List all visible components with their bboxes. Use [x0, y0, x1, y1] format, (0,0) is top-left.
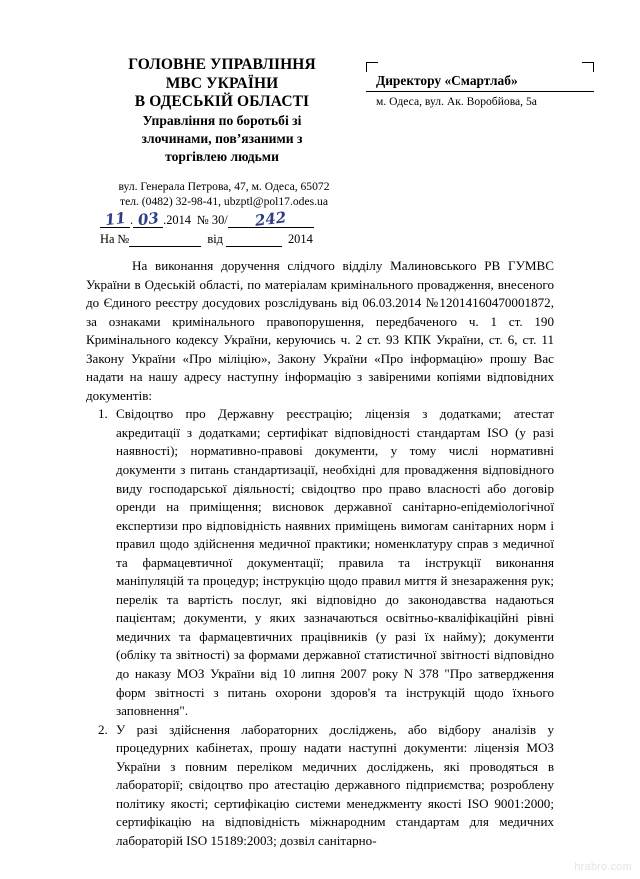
letterhead-contact — [86, 180, 362, 209]
incoming-reference-row — [100, 228, 352, 247]
date-separator-2: . — [163, 213, 167, 227]
incoming-year: 2014 — [287, 232, 313, 246]
request-list — [86, 405, 554, 850]
office-address: вул. Генерала Петрова, 47, м. Одеса, 65072 — [118, 180, 330, 193]
org-line-2: МВС УКРАЇНИ — [165, 74, 279, 92]
letter-body — [86, 257, 554, 851]
date-year: 2014 — [166, 213, 191, 227]
letterhead — [86, 56, 358, 166]
org-line-3: В ОДЕСЬКІЙ ОБЛАСТІ — [134, 93, 310, 110]
office-phone-email: тел. (0482) 32-98-41, ubzptl@pol17.odes.ua — [120, 194, 328, 208]
watermark: hrabro.com — [574, 861, 632, 873]
intro-paragraph: На виконання доручення слідчого відділу Малиновського РВ ГУМВС України в Одеській області, по матеріалам кримінального провадження, внесеного до Єдиного реєстру досудових розслідувань від 06.03.2014 №12014160470001872, за ознаками кримінального правопорушення, передбаченого ч. 1 ст. 190 Кримінального кодексу України, керуючись ч. 2 ст. 93 КПК України, ст. 6, ст. 11 Закону України «Про міліцію», Закону України «Про інформацію» прошу Вас надати на нашу адресу наступну інформацію з завіреними копіями відповідних документів: — [86, 258, 554, 403]
outgoing-reference-row — [100, 209, 352, 228]
date-month-field[interactable]: 03 — [133, 210, 163, 228]
list-item: У разі здійснення лабораторних досліджень, або відбору аналізів у процедурних кабінетах, прошу надати наступні документи: ліцензія МОЗ України з повним переліком медичних досліджень, які проводяться в лабораторії; свідоцтво про атестацію державного підприємства; розроблену політику якості; сертифікацію системи менеджменту якості ISO 9001:2000; сертифікацію на відповідність міжнародним стандартам для медичних лабораторій ISO 15189:2003; дозвіл санітарно- — [116, 721, 554, 848]
subunit-line-2: злочинами, пов’язаними з — [141, 130, 303, 146]
outgoing-number-field[interactable]: 242 — [228, 210, 314, 228]
addressee-name: Директору «Смартлаб» — [366, 72, 594, 92]
subunit-line-1: Управління по боротьбі зі — [142, 112, 302, 128]
list-item: Свідоцтво про Державну реєстрацію; ліцензія з додатками; атестат акредитації з додатками; сертифікат відповідності стандартам ISO (у разі наявності); нормативно-правові документи, у тому числі нормативні документи з питань стандартизації, необхідні для провадження відповідного виду господарської діяльності; свідоцтво про право власності або договір оренди на приміщення; висновок державної санітарно-епідеміологічної експертизи про відповідність наявних приміщень вимогам санітарних норм і правил щодо здійснення медичної практики; номенклатуру справ з медичної та фармацевтичної документації; правила та інструкції виконання маніпуляцій та процедур; інструкцію щодо правил миття й знезараження рук; перелік та вартість послуг, які відповідно до законодавства надаються пацієнтам; документи, у яких зазначаються освітньо-кваліфікаційні рівні медичних та фармацевтичних працівників (у разі їх найму); документи (обліку та звітності) за формами державної статистичної звітності відповідно до наказу МОЗ України від 10 липня 2007 року N 378 "Про затвердження форм звітності з питань охорони здоров'я та інструкцій щодо їхнього заповнення". — [116, 406, 554, 719]
subunit-line-3: торгівлею людьми — [165, 148, 279, 164]
corner-bracket-top-left-icon — [366, 62, 378, 72]
incoming-number-label: На № — [100, 232, 130, 246]
incoming-date-field[interactable] — [226, 232, 282, 247]
date-day-field[interactable]: 11 — [100, 210, 130, 228]
incoming-number-field[interactable] — [129, 232, 201, 247]
addressee-block — [366, 62, 594, 109]
org-line-1: ГОЛОВНЕ УПРАВЛІННЯ — [128, 56, 316, 73]
outgoing-number-label: № 30/ — [197, 213, 228, 227]
corner-bracket-top-right-icon — [582, 62, 594, 72]
incoming-date-label: від — [207, 232, 223, 246]
reference-block — [100, 209, 352, 247]
addressee-address: м. Одеса, вул. Ак. Воробйова, 5а — [376, 95, 537, 108]
date-separator-1: . — [130, 213, 134, 227]
